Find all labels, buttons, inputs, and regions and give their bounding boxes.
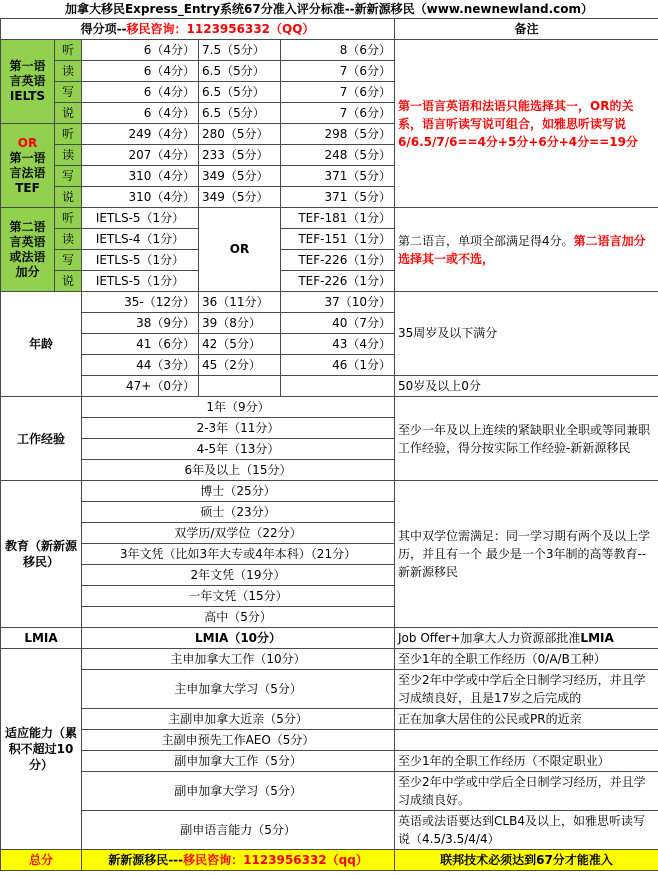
education-row: 一年文凭（15分） xyxy=(1,586,658,607)
header-row xyxy=(1,19,658,40)
tef-row: OR 第一语言法语TEF 听 249（4分） 280（5分） 298（5分） xyxy=(1,124,658,145)
work-label: 工作经验 xyxy=(1,397,82,481)
age-row: 47+（0分） 50岁及以上0分 xyxy=(1,376,658,397)
or-label: OR xyxy=(17,135,38,150)
score-table xyxy=(0,18,658,871)
first-language-note: 第一语言英语和法语只能选择其一，OR的关系，语言听读写说可组合，如雅思听读写说6/6.5/7/6==4分+5分+6分+4分==19分 xyxy=(395,40,658,208)
adaptability-row: 主副申预先工作AEO（5分） xyxy=(1,730,658,751)
ielts-row: 第一语言英语IELTS 听 6（4分） 7.5（5分） 8（6分） 第一语言英语和法语只能选择其一，OR的关系，语言听读写说可组合，如雅思听读写说6/6.5/7/6==4分+5分+6分+4分==19分 xyxy=(1,40,658,61)
age-row: 44（3分） 45（2分） 46（1分） xyxy=(1,355,658,376)
work-row: 工作经验 1年（9分） 至少一年及以上连续的紧缺职业全职或等同兼职工作经验，得分按实际工作经验-新新源移民 xyxy=(1,397,658,418)
footer-consult: 新新源移民---移民咨询：1123956332（qq） xyxy=(82,850,395,871)
page-title: 加拿大移民Express_Entry系统67分准入评分标准--新新源移民（www.newnewland.com） xyxy=(64,2,594,16)
work-row: 6年及以上（15分） xyxy=(1,460,658,481)
ielts-row: 说 6（4分） 6.5（5分） 7（6分） xyxy=(1,103,658,124)
consult-qq: 移民咨询：1123956332（QQ） xyxy=(126,21,315,36)
education-row: 3年文凭（比如3年大专或4年本科）（21分） xyxy=(1,544,658,565)
adaptability-row: 副申语言能力（5分） 英语或法语要达到CLB4及以上，如雅思听读写说（4.5/3.5/4/4） xyxy=(1,811,658,850)
lmia-row xyxy=(1,628,658,649)
work-note: 至少一年及以上连续的紧缺职业全职或等同兼职工作经验，得分按实际工作经验-新新源移民 xyxy=(395,397,658,481)
ielts-label: 第一语言英语IELTS xyxy=(1,40,55,124)
adaptability-row: 适应能力（累积不超过10分） 主申加拿大工作（10分） 至少1年的全职工作经历（0/A/B工种） xyxy=(1,649,658,670)
second-language-row: 第二语言英语或法语加分 听 IETLS-5（1分） OR TEF-181（1分） 第二语言，单项全部满足得4分。第二语言加分选择其一或不选， xyxy=(1,208,658,229)
lmia-score: LMIA（10分） xyxy=(82,628,395,649)
tef-row: 写 310（4分） 349（5分） 371（5分） xyxy=(1,166,658,187)
second-language-row: 说 IETLS-5（1分） TEF-226（1分） xyxy=(1,271,658,292)
adaptability-row: 主申加拿大学习（5分） 至少2年中学或中学后全日制学习经历，并且学习成绩良好，且是17岁之后完成的 xyxy=(1,670,658,709)
age-row: 38（9分） 39（8分） 40（7分） xyxy=(1,313,658,334)
second-language-row: 读 IETLS-4（1分） TEF-151（1分） xyxy=(1,229,658,250)
ielts-row: 写 6（4分） 6.5（5分） 7（6分） xyxy=(1,82,658,103)
tef-row: 说 310（4分） 349（5分） 371（5分） xyxy=(1,187,658,208)
second-language-label: 第二语言英语或法语加分 xyxy=(1,208,55,292)
second-language-row: 写 IETLS-5（1分） TEF-226（1分） xyxy=(1,250,658,271)
second-language-or: OR xyxy=(199,208,281,292)
age-row: 41（6分） 42（5分） 43（4分） xyxy=(1,334,658,355)
age-note-zero: 50岁及以上0分 xyxy=(395,376,658,397)
lmia-note: Job Offer+加拿大人力资源部批准LMIA xyxy=(395,628,658,649)
remarks-header: 备注 xyxy=(395,19,658,40)
score-header: 得分项--移民咨询：1123956332（QQ） xyxy=(1,19,395,40)
second-language-note: 第二语言，单项全部满足得4分。第二语言加分选择其一或不选， xyxy=(395,208,658,292)
adaptability-row: 主副申加拿大近亲（5分） 正在加拿大居住的公民或PR的近亲 xyxy=(1,709,658,730)
lmia-label: LMIA xyxy=(1,628,82,649)
total-label: 总分 xyxy=(1,850,82,871)
education-row: 教育（新新源移民） 博士（25分） 其中双学位需满足：同一学习期有两个及以上学历，并且有一个 最少是一个3年制的高等教育--新新源移民 xyxy=(1,481,658,502)
adaptability-label: 适应能力（累积不超过10分） xyxy=(1,649,82,850)
ielts-row: 读 6（4分） 6.5（5分） 7（6分） xyxy=(1,61,658,82)
tef-label: OR 第一语言法语TEF xyxy=(1,124,55,208)
education-row: 双学历/双学位（22分） xyxy=(1,523,658,544)
education-label: 教育（新新源移民） xyxy=(1,481,82,628)
adaptability-row: 副申加拿大学习（5分） 至少2年中学或中学后全日制学习经历，并且学习成绩良好。 xyxy=(1,772,658,811)
education-row: 硕士（23分） xyxy=(1,502,658,523)
footer-requirement: 联邦技术必须达到67分才能准入 xyxy=(395,850,658,871)
work-row: 2-3年（11分） xyxy=(1,418,658,439)
age-note-full: 35周岁及以下满分 xyxy=(395,292,658,376)
footer-row xyxy=(1,850,658,871)
education-note: 其中双学位需满足：同一学习期有两个及以上学历，并且有一个 最少是一个3年制的高等教育--新新源移民 xyxy=(395,481,658,628)
tef-row: 读 207（4分） 233（5分） 248（5分） xyxy=(1,145,658,166)
education-row: 2年文凭（19分） xyxy=(1,565,658,586)
adaptability-row: 副申加拿大工作（5分） 至少1年的全职工作经历（不限定职业） xyxy=(1,751,658,772)
education-row: 高中（5分） xyxy=(1,607,658,628)
work-row: 4-5年（13分） xyxy=(1,439,658,460)
age-row: 年龄 35-（12分） 36（11分） 37（10分） 35周岁及以下满分 xyxy=(1,292,658,313)
age-label: 年龄 xyxy=(1,292,82,397)
